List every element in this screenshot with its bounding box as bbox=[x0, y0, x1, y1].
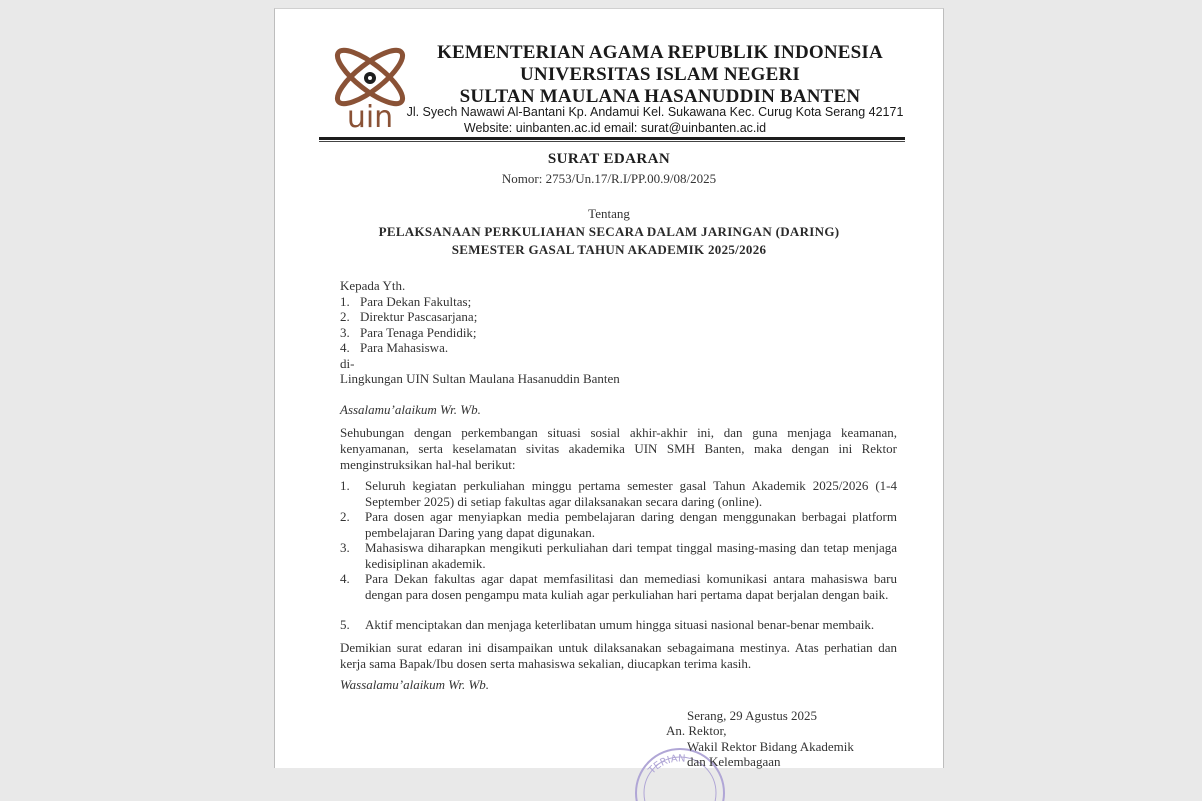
document-number: Nomor: 2753/Un.17/R.I/PP.00.9/08/2025 bbox=[501, 171, 717, 186]
list-item-text: Para Mahasiswa. bbox=[360, 340, 449, 355]
list-item-text: Para Dekan fakultas agar dapat memfasilitasi dan memediasi komunikasi antara mahasiswa baru dengan para dosen pengampu mata kuliah agar perkuliahan hari pertama dapat berjalan dengan baik. bbox=[365, 571, 897, 602]
letterhead-university-name: SULTAN MAULANA HASANUDDIN BANTEN bbox=[459, 86, 861, 107]
subject-line-2: SEMESTER GASAL TAHUN AKADEMIK 2025/2026 bbox=[451, 242, 767, 257]
signature-on-behalf: An. Rektor, bbox=[666, 723, 727, 738]
recipient-place: Lingkungan UIN Sultan Maulana Hasanuddin Banten bbox=[340, 371, 620, 386]
subject-label: Tentang bbox=[588, 206, 630, 221]
list-item: 2. bbox=[340, 309, 350, 324]
letterhead-university: UNIVERSITAS ISLAM NEGERI bbox=[519, 64, 800, 85]
greeting: Assalamu’alaikum Wr. Wb. bbox=[340, 402, 481, 417]
signature-role-line-1: Wakil Rektor Bidang Akademik bbox=[687, 739, 854, 754]
closing-paragraph: Demikian surat edaran ini disampaikan untuk dilaksanakan sebagaimana mestinya. Atas perhatian dan kerja sama Bapak/Ibu dosen serta mahasiswa sekalian, diucapkan terima kasih. bbox=[340, 640, 897, 671]
letterhead-website: Website: uinbanten.ac.id email: surat@uinbanten.ac.id bbox=[463, 121, 767, 135]
farewell: Wassalamu’alaikum Wr. Wb. bbox=[340, 677, 490, 692]
recipient-di: di- bbox=[340, 356, 355, 371]
list-item: 1. bbox=[340, 294, 350, 309]
stamp-text: TERIAN bbox=[646, 753, 686, 777]
list-item-text: Para dosen agar menyiapkan media pembelajaran daring dengan menggunakan berbagai platform pembelajaran Daring yang dapat digunakan. bbox=[365, 509, 897, 540]
list-item: 5. Aktif menciptakan dan menjaga keterlibatan umum hingga situasi nasional benar-benar membaik. bbox=[340, 617, 897, 633]
letterhead-divider bbox=[319, 137, 905, 140]
list-item-text: Para Tenaga Pendidik; bbox=[360, 325, 477, 340]
list-item: 4. bbox=[340, 340, 350, 355]
letter-page bbox=[274, 8, 944, 777]
intro-paragraph: Sehubungan dengan perkembangan situasi sosial akhir-akhir ini, dan guna menjaga keamanan, kenyamanan, serta keselamatan sivitas akademika UIN SMH Banten, maka dengan ini Rektor menginstruksikan hal-hal berikut: bbox=[340, 425, 897, 472]
subject-line-1: PELAKSANAAN PERKULIAHAN SECARA DALAM JARINGAN (DARING) bbox=[378, 224, 840, 239]
list-item-text: Aktif menciptakan dan menjaga keterlibatan umum hingga situasi nasional benar-benar membaik. bbox=[365, 617, 875, 632]
list-item: 2. Para dosen agar menyiapkan media pembelajaran daring dengan menggunakan berbagai platform pembelajaran Daring yang dapat digunakan. bbox=[340, 509, 897, 540]
signature-place-date: Serang, 29 Agustus 2025 bbox=[687, 708, 817, 723]
logo-text: uin bbox=[346, 100, 394, 135]
letterhead-divider-thin bbox=[319, 141, 905, 142]
letterhead-ministry: KEMENTERIAN AGAMA REPUBLIK INDONESIA bbox=[437, 42, 883, 63]
list-item-text: Seluruh kegiatan perkuliahan minggu pertama semester gasal Tahun Akademik 2025/2026 (1-4 September 2025) di setiap fakultas agar dilaksanakan secara daring (online). bbox=[365, 478, 897, 509]
list-item: 3. Mahasiswa diharapkan mengikuti perkuliahan dari tempat tinggal masing-masing dan tetap menjaga kedisiplinan akademik. bbox=[340, 540, 897, 571]
recipient-salutation: Kepada Yth. bbox=[340, 278, 406, 293]
list-item-text: Para Dekan Fakultas; bbox=[360, 294, 472, 309]
list-item-text: Direktur Pascasarjana; bbox=[360, 309, 478, 324]
list-item: 1. Seluruh kegiatan perkuliahan minggu pertama semester gasal Tahun Akademik 2025/2026 (1-4 September 2025) di setiap fakultas agar dilaksanakan secara daring (online). bbox=[340, 478, 897, 509]
signature-role-line-2: dan Kelembagaan bbox=[687, 754, 781, 769]
list-item: 4. Para Dekan fakultas agar dapat memfasilitasi dan memediasi komunikasi antara mahasiswa baru dengan para dosen pengampu mata kuliah agar perkuliahan hari pertama dapat berjalan dengan baik. bbox=[340, 571, 897, 602]
list-item: 3. bbox=[340, 325, 350, 340]
list-item-text: Mahasiswa diharapkan mengikuti perkuliahan dari tempat tinggal masing-masing dan tetap menjaga kedisiplinan akademik. bbox=[365, 540, 897, 571]
document-title: SURAT EDARAN bbox=[547, 151, 671, 167]
letterhead-address: Jl. Syech Nawawi Al-Bantani Kp. Andamui Kel. Sukawana Kec. Curug Kota Serang 42171 bbox=[406, 105, 904, 119]
